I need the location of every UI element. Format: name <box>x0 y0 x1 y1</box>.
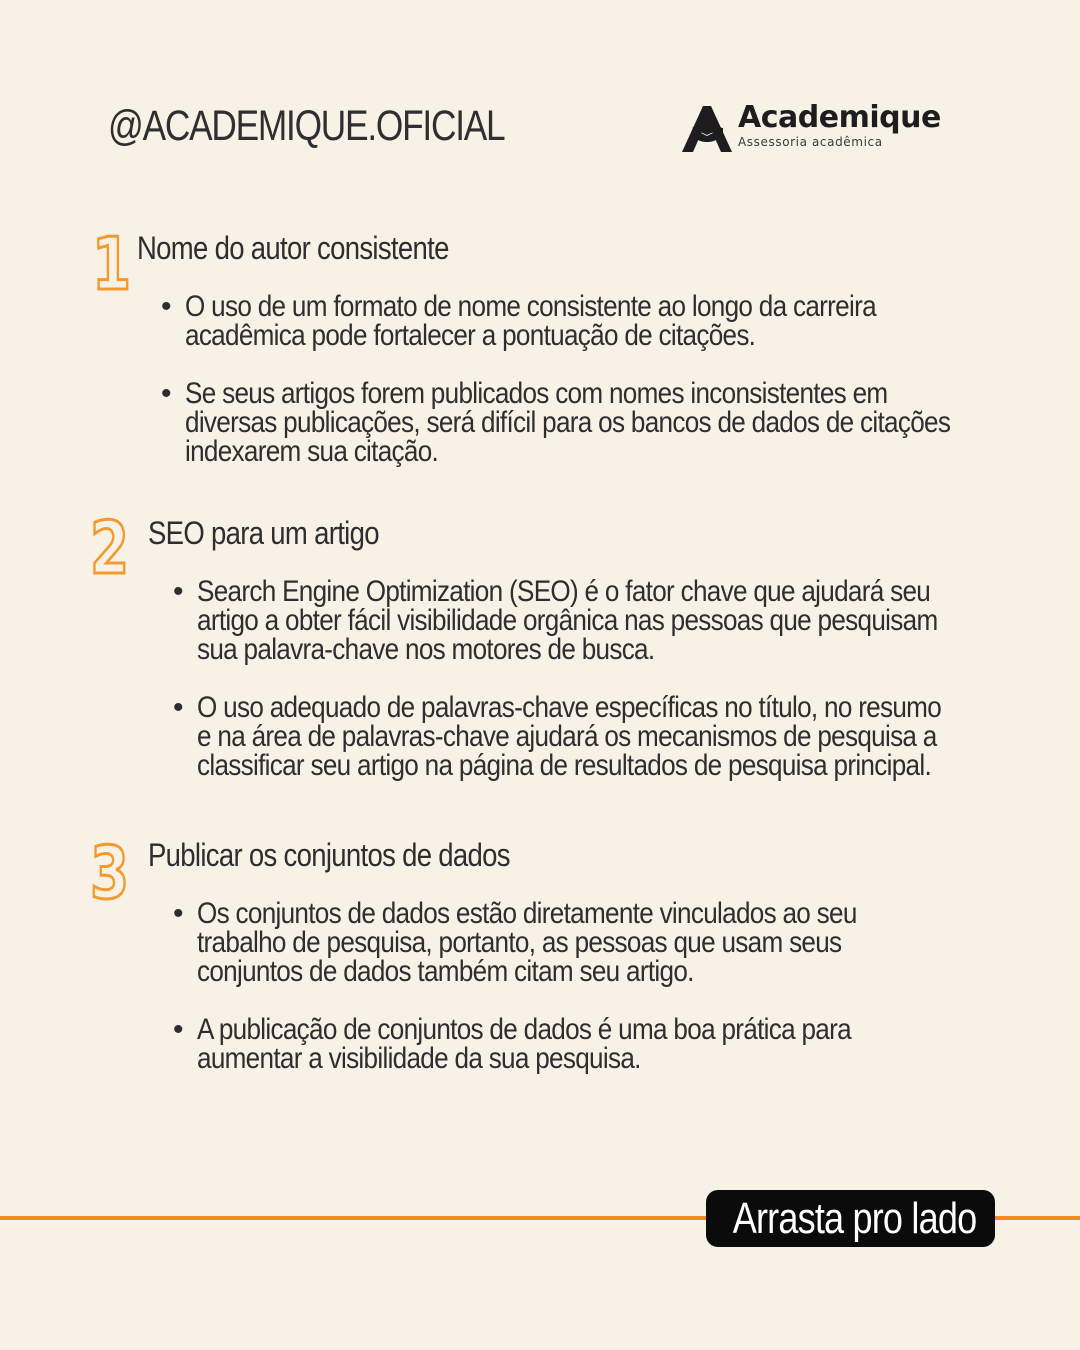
swipe-cta-label: Arrasta pro lado <box>732 1194 977 1243</box>
section-number: 3 <box>90 831 130 915</box>
list-item: • Search Engine Optimization (SEO) é o fator chave que ajudará seu artigo a obter fácil visibilidade orgânica nas pessoas que pesquisam sua palavra-chave nos motores de busca. <box>173 575 938 666</box>
list-item: • O uso adequado de palavras-chave específicas no título, no resumo e na área de palavras-chave ajudará os mecanismos de pesquisa a classificar seu artigo na página de resultados de pesquisa principal. <box>173 691 942 782</box>
academique-logo <box>678 98 948 156</box>
logo-tagline: Assessoria acadêmica <box>738 135 883 149</box>
logo-name: Academique <box>738 100 941 135</box>
section-title: Publicar os conjuntos de dados <box>148 837 510 873</box>
bullet-dot: • <box>173 575 183 608</box>
bullet-dot: • <box>161 290 171 323</box>
bullet-dot: • <box>173 691 183 724</box>
bullet-dot: • <box>173 897 183 930</box>
list-item: • O uso de um formato de nome consistente ao longo da carreira acadêmica pode fortalecer a pontuação de citações. <box>161 290 876 352</box>
list-item: • A publicação de conjuntos de dados é uma boa prática para aumentar a visibilidade da sua pesquisa. <box>173 1013 851 1075</box>
section-title: Nome do autor consistente <box>137 230 449 266</box>
section-number: 2 <box>90 506 130 590</box>
list-item: • Se seus artigos forem publicados com nomes inconsistentes em diversas publicações, será difícil para os bancos de dados de citações indexarem sua citação. <box>161 377 951 468</box>
graduation-cap-a-icon <box>678 98 736 156</box>
section-number: 1 <box>92 222 132 306</box>
instagram-handle: @ACADEMIQUE.OFICIAL <box>108 102 505 150</box>
bullet-dot: • <box>161 377 171 410</box>
bullet-dot: • <box>173 1013 183 1046</box>
section-title: SEO para um artigo <box>148 515 379 551</box>
swipe-cta-button[interactable] <box>706 1190 995 1247</box>
list-item: • Os conjuntos de dados estão diretamente vinculados ao seu trabalho de pesquisa, portanto, as pessoas que usam seus conjuntos de dados também citam seu artigo. <box>173 897 857 988</box>
